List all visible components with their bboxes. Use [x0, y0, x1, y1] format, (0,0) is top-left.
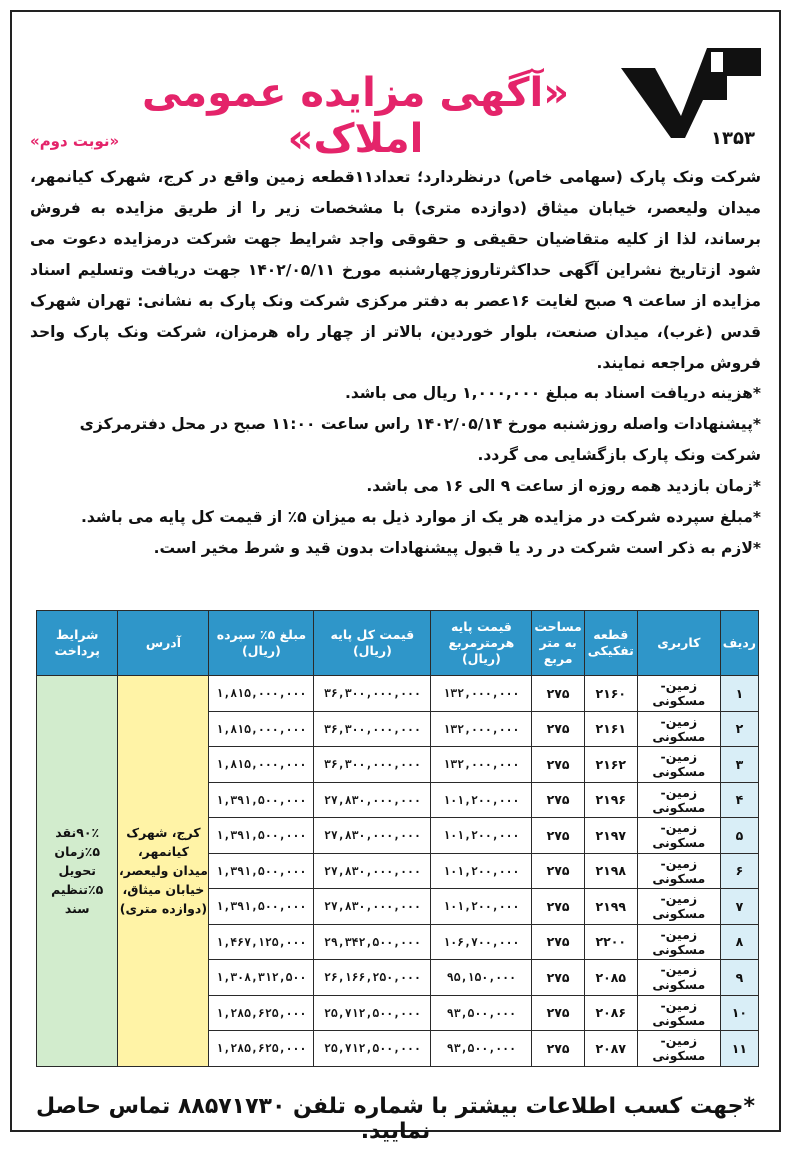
auction-notice [10, 10, 781, 1144]
usage-cell: زمین-مسکونی [637, 1031, 720, 1067]
area-cell: ۲۷۵ [532, 995, 584, 1031]
col-deposit: مبلغ ۵٪ سپرده (ریال) [209, 611, 314, 676]
usage-cell: زمین-مسکونی [637, 818, 720, 854]
total-price-cell: ۲۹,۳۴۲,۵۰۰,۰۰۰ [314, 924, 431, 960]
total-price-cell: ۲۷,۸۳۰,۰۰۰,۰۰۰ [314, 782, 431, 818]
total-price-cell: ۲۵,۷۱۲,۵۰۰,۰۰۰ [314, 1031, 431, 1067]
deposit-cell: ۱,۲۸۵,۶۲۵,۰۰۰ [209, 1031, 314, 1067]
unit-price-cell: ۹۳,۵۰۰,۰۰۰ [431, 1031, 532, 1067]
note-item: *مبلغ سپرده شرکت در مزایده هر یک از موارد ذیل به میزان ۵٪ از قیمت کل پایه می باشد. [81, 508, 761, 526]
usage-cell: زمین-مسکونی [637, 676, 720, 712]
area-cell: ۲۷۵ [532, 747, 584, 783]
plot-cell: ۲۲۰۰ [584, 924, 637, 960]
deposit-cell: ۱,۸۱۵,۰۰۰,۰۰۰ [209, 711, 314, 747]
unit-price-cell: ۱۰۱,۲۰۰,۰۰۰ [431, 818, 532, 854]
note-item: *لازم به ذکر است شرکت در رد یا قبول پیشنهادات بدون قید و شرط مخیر است. [153, 539, 761, 557]
plot-cell: ۲۰۸۷ [584, 1031, 637, 1067]
contact-footer: *جهت کسب اطلاعات بیشتر با شماره تلفن ۸۸۵۷۱۷۳۰ تماس حاصل نمایید. [36, 1094, 755, 1144]
area-cell: ۲۷۵ [532, 818, 584, 854]
deposit-cell: ۱,۲۸۵,۶۲۵,۰۰۰ [209, 995, 314, 1031]
row-number-cell: ۳ [720, 747, 758, 783]
total-price-cell: ۲۷,۸۳۰,۰۰۰,۰۰۰ [314, 818, 431, 854]
area-cell: ۲۷۵ [532, 1031, 584, 1067]
usage-cell: زمین-مسکونی [637, 995, 720, 1031]
plots-table [36, 610, 759, 1067]
row-number-cell: ۷ [720, 889, 758, 925]
plot-cell: ۲۰۸۵ [584, 960, 637, 996]
usage-cell: زمین-مسکونی [637, 853, 720, 889]
usage-cell: زمین-مسکونی [637, 960, 720, 996]
area-cell: ۲۷۵ [532, 782, 584, 818]
usage-cell: زمین-مسکونی [637, 711, 720, 747]
total-price-cell: ۲۷,۸۳۰,۰۰۰,۰۰۰ [314, 853, 431, 889]
area-cell: ۲۷۵ [532, 853, 584, 889]
total-price-cell: ۳۶,۳۰۰,۰۰۰,۰۰۰ [314, 747, 431, 783]
row-number-cell: ۲ [720, 711, 758, 747]
total-price-cell: ۲۷,۸۳۰,۰۰۰,۰۰۰ [314, 889, 431, 925]
plot-cell: ۲۱۶۱ [584, 711, 637, 747]
area-cell: ۲۷۵ [532, 711, 584, 747]
intro-text [30, 162, 761, 379]
plot-cell: ۲۱۹۷ [584, 818, 637, 854]
payment-terms-cell: ۹۰٪نقد ۵٪زمان تحویل ۵٪تنظیم سند [37, 676, 118, 1067]
address-cell: کرج، شهرک کیانمهر، میدان ولیعصر، خیابان میثاق، (دوازده متری) [118, 676, 209, 1067]
deposit-cell: ۱,۸۱۵,۰۰۰,۰۰۰ [209, 676, 314, 712]
row-number-cell: ۱ [720, 676, 758, 712]
unit-price-cell: ۱۰۶,۷۰۰,۰۰۰ [431, 924, 532, 960]
plot-cell: ۲۱۹۶ [584, 782, 637, 818]
total-price-cell: ۳۶,۳۰۰,۰۰۰,۰۰۰ [314, 711, 431, 747]
usage-cell: زمین-مسکونی [637, 782, 720, 818]
col-usage: کاربری [637, 611, 720, 676]
deposit-cell: ۱,۳۹۱,۵۰۰,۰۰۰ [209, 853, 314, 889]
row-number-cell: ۵ [720, 818, 758, 854]
area-cell: ۲۷۵ [532, 924, 584, 960]
logo-year: ۱۳۵۳ [711, 128, 755, 149]
usage-cell: زمین-مسکونی [637, 889, 720, 925]
col-address: آدرس [118, 611, 209, 676]
usage-cell: زمین-مسکونی [637, 924, 720, 960]
notice-title: «آگهی مزایده عمومی املاک» [141, 70, 570, 162]
plot-cell: ۲۱۶۰ [584, 676, 637, 712]
table-body [37, 676, 759, 1067]
row-number-cell: ۱۰ [720, 995, 758, 1031]
vanak-park-logo [615, 38, 765, 150]
plot-cell: ۲۰۸۶ [584, 995, 637, 1031]
col-area: مساحت به متر مربع [532, 611, 584, 676]
row-number-cell: ۹ [720, 960, 758, 996]
area-cell: ۲۷۵ [532, 960, 584, 996]
row-number-cell: ۱۱ [720, 1031, 758, 1067]
notes-list [30, 378, 761, 564]
col-payment: شرایط پرداخت [37, 611, 118, 676]
note-item: *هزینه دریافت اسناد به مبلغ ۱,۰۰۰,۰۰۰ ریال می باشد. [344, 384, 761, 402]
deposit-cell: ۱,۳۹۱,۵۰۰,۰۰۰ [209, 818, 314, 854]
round-label: «نوبت دوم» [30, 132, 120, 150]
note-item: *زمان بازدید همه روزه از ساعت ۹ الی ۱۶ می باشد. [366, 477, 761, 495]
col-unit-price: قیمت پایه هرمترمربع (ریال) [431, 611, 532, 676]
col-total-price: قیمت کل پایه (ریال) [314, 611, 431, 676]
deposit-cell: ۱,۳۰۸,۳۱۲,۵۰۰ [209, 960, 314, 996]
row-number-cell: ۴ [720, 782, 758, 818]
unit-price-cell: ۱۰۱,۲۰۰,۰۰۰ [431, 889, 532, 925]
deposit-cell: ۱,۸۱۵,۰۰۰,۰۰۰ [209, 747, 314, 783]
deposit-cell: ۱,۴۶۷,۱۲۵,۰۰۰ [209, 924, 314, 960]
row-number-cell: ۸ [720, 924, 758, 960]
deposit-cell: ۱,۳۹۱,۵۰۰,۰۰۰ [209, 889, 314, 925]
row-number-cell: ۶ [720, 853, 758, 889]
col-row: ردیف [720, 611, 758, 676]
unit-price-cell: ۱۰۱,۲۰۰,۰۰۰ [431, 853, 532, 889]
table-header-row [37, 611, 759, 676]
unit-price-cell: ۱۳۲,۰۰۰,۰۰۰ [431, 747, 532, 783]
total-price-cell: ۲۶,۱۶۶,۲۵۰,۰۰۰ [314, 960, 431, 996]
table-row [37, 676, 759, 712]
unit-price-cell: ۱۳۲,۰۰۰,۰۰۰ [431, 711, 532, 747]
plot-cell: ۲۱۹۸ [584, 853, 637, 889]
unit-price-cell: ۹۳,۵۰۰,۰۰۰ [431, 995, 532, 1031]
unit-price-cell: ۹۵,۱۵۰,۰۰۰ [431, 960, 532, 996]
intro-paragraph: شرکت ونک پارک (سهامی خاص) درنظردارد؛ تعداد۱۱قطعه زمین واقع در کرج، شهرک کیانمهر، میدان ولیعصر، خیابان میثاق (دوازده متری) با مشخصات زیر را از طریق مزایده به فروش برساند، لذا از کلیه متقاضیان حقیقی و حقوقی واجد شرایط جهت شرکت درمزایده دعوت می شود ازتاریخ نشراین آگهی حداکثرتاروزچهارشنبه مورخ ۱۴۰۲/۰۵/۱۱ جهت دریافت وتسلیم اسناد مزایده از ساعت ۹ صبح لغایت ۱۶عصر به دفتر مرکزی شرکت ونک پارک به نشانی: تهران شهرک قدس (غرب)، میدان صنعت، بلوار خوردین، بالاتر از چهار راه هرمزان، شرکت ونک پارک واحد فروش مراجعه نمایند. [30, 168, 761, 372]
area-cell: ۲۷۵ [532, 676, 584, 712]
plot-cell: ۲۱۶۲ [584, 747, 637, 783]
col-plot: قطعه تفکیکی [584, 611, 637, 676]
unit-price-cell: ۱۳۲,۰۰۰,۰۰۰ [431, 676, 532, 712]
usage-cell: زمین-مسکونی [637, 747, 720, 783]
unit-price-cell: ۱۰۱,۲۰۰,۰۰۰ [431, 782, 532, 818]
total-price-cell: ۲۵,۷۱۲,۵۰۰,۰۰۰ [314, 995, 431, 1031]
total-price-cell: ۳۶,۳۰۰,۰۰۰,۰۰۰ [314, 676, 431, 712]
plot-cell: ۲۱۹۹ [584, 889, 637, 925]
area-cell: ۲۷۵ [532, 889, 584, 925]
note-item: *پیشنهادات واصله روزشنبه مورخ ۱۴۰۲/۰۵/۱۴ راس ساعت ۱۱:۰۰ صبح در محل دفترمرکزی شرکت ونک پارک بازگشایی می گردد. [79, 415, 761, 464]
deposit-cell: ۱,۳۹۱,۵۰۰,۰۰۰ [209, 782, 314, 818]
